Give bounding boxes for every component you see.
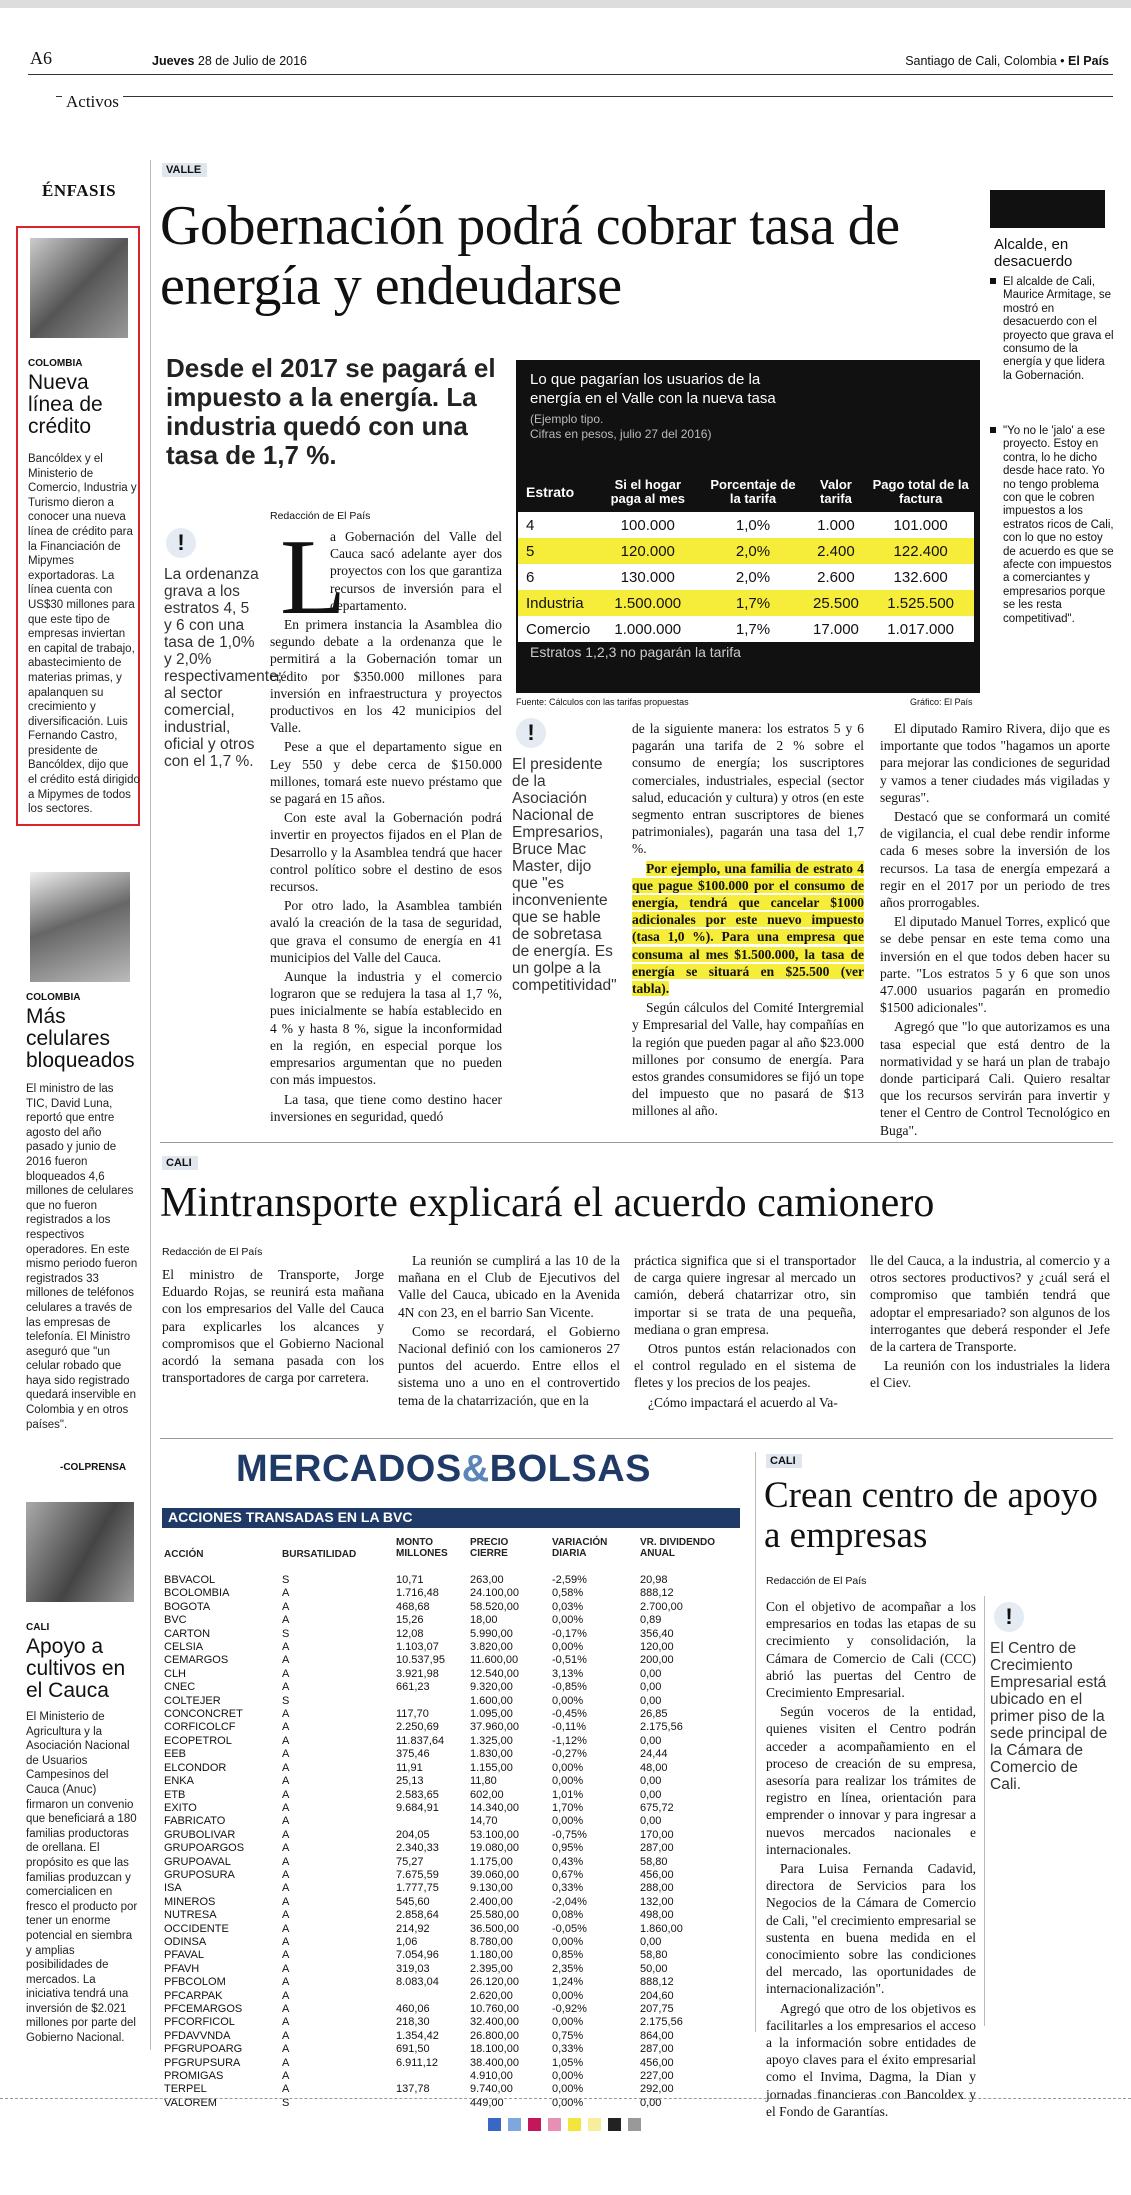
col-dividendo: VR. DIVIDENDO ANUAL [640, 1537, 716, 1559]
sidebar-headline-3: Apoyo a cultivos en el Cauca [26, 1635, 126, 1702]
markets-row: PFCEMARGOS A 460,06 10.760,00 -0,92% 207,75 [164, 2003, 674, 2015]
article-divider [160, 1438, 1113, 1439]
markets-row: CONCONCRET A 117,70 1.095,00 -0,45% 26,85 [164, 1708, 668, 1721]
article3-tag: CALI [766, 1454, 802, 1468]
article3-byline: Redacción de El País [766, 1575, 867, 1587]
markets-row: GRUBOLIVAR A 204,05 53.100,00 -0,75% 170,00 [164, 1828, 674, 1841]
markets-row: TERPEL A 137,78 9.740,00 0,00% 292,00 [164, 2083, 674, 2096]
table-row: 4 100.000 1,0% 1.000 101.000 [518, 512, 974, 538]
article3-headline: Crean centro de apoyo a empresas [764, 1475, 1098, 1556]
article1-byline: Redacción de El País [270, 510, 371, 522]
markets-row: EEB A 375,46 1.830,00 -0,27% 24,44 [164, 1748, 668, 1761]
markets-row: ELCONDOR A 11,91 1.155,00 0,00% 48,00 [164, 1761, 668, 1774]
section-name: Activos [62, 92, 123, 112]
article2-headline: Mintransporte explicará el acuerdo camionero [160, 1180, 935, 1226]
markets-title: MERCADOS&BOLSAS [236, 1448, 651, 1490]
sidebar-headline-2: Más celulares bloqueados [26, 1005, 135, 1072]
markets-row: GRUPOAVAL A 75,27 1.175,00 0,43% 58,80 [164, 1855, 668, 1868]
article2-byline: Redacción de El País [162, 1246, 263, 1258]
sidebar-kicker-1: COLOMBIA [28, 358, 83, 369]
article3-pullquote: El Centro de Crecimiento Empresarial está ubicado en el primer piso de la sede principal de la Cámara de Comercio de Cali. [990, 1640, 1108, 1793]
header-date: Jueves 28 de Julio de 2016 [152, 54, 308, 68]
table-title: Lo que pagarían los usuarios de la energía en el Valle con la nueva tasa [530, 371, 776, 407]
markets-row: BCOLOMBIA A 1.716,48 24.100,00 0,58% 888,12 [164, 1587, 674, 1600]
table-graphic-credit: Gráfico: El País [910, 697, 973, 707]
article2-col4: lle del Cauca, a la industria, al comercio y a otros sectores productivos? y ¿cuál será el compromiso que también tendrá que adoptar el empresariado? son algunos de los interrogantes que deberá responder el Jefe de la cartera de Transporte. La reunión con los industriales la lidera el Ciev. [870, 1253, 1110, 1391]
article1-col1: a Gobernación del Valle del Cauca sacó adelante ayer dos proyectos con los que garantiza recursos de inversión para el departamento. En primera instancia la Asamblea dio segundo debate a la ordenanza que le permitirá a la Gobernación tomar un crédito por $350.000 millones para inversión en infraestructura y proyectos productivos en los 42 municipios del Valle. Pese a que el departamento sigue en Ley 550 y debe cerca de $150.000 millones, tomará este nuevo préstamo que se pagará en 15 años. Con este aval la Gobernación podrá invertir en proyectos fijados en el Plan de Desarrollo y la Asamblea tendrá que hacer control político sobre el destino de esos recursos. Por otro lado, la Asamblea también avaló la creación de la tasa de seguridad, que grava el consumo de energía en 41 municipios del Valle del Cauca. Aunque la industria y el comercio lograron que se redujera la tasa al 1,7 %, pues inicialmente se había establecido en 4 % y hasta 8 %, sigue la inconformidad en la región, en especial porque los empresarios argumentan que no pueden con más impuestos. La tasa, que tiene como destino hacer inversiones en seguridad, quedó [270, 529, 502, 1124]
article3-body: Con el objetivo de acompañar a los empresarios en todas las etapas de su crecimiento y consolidación, la Cámara de Comercio de Cali (CCC) abrió las puertas del Centro de Crecimiento Empresarial. Según voceros de la entidad, quienes visiten el Centro podrán acceder a acompañamiento en el proceso de creación de su empresa, asesoría para realizar los trámites de registro en línea, orientación para emprender o innovar y para ingresar a nuevos mercados nacionales e internacionales. Para Luisa Fernanda Cadavid, directora de Servicios para los Negocios de la Cámara de Comercio de Cali, "el crecimiento empresarial se sustenta en buena medida en el conocimiento sobre las condiciones del mercado, las oportunidades de internacionalización". Agregó que otro de los objetivos es facilitarles a los empresarios el acceso a la información sobre entidades de apoyo claves para el éxito empresarial como el Invima, Dagma, la Dian y jornadas financieras con Bancoldex y el Fondo de Garantías. [766, 1599, 976, 2119]
markets-row: PFBCOLOM A 8.083,04 26.120,00 1,24% 888,12 [164, 1976, 674, 1989]
swatch-cyan [488, 2118, 501, 2131]
markets-row: FABRICATO A 14,70 0,00% 0,00 [164, 1815, 662, 1828]
markets-row: PROMIGAS A 4.910,00 0,00% 227,00 [164, 2070, 674, 2083]
section-rule [56, 96, 1113, 97]
column-divider [984, 1596, 985, 2026]
markets-row: ECOPETROL A 11.837,64 1.325,00 -1,12% 0,00 [164, 1734, 662, 1747]
markets-row: EXITO A 9.684,91 14.340,00 1,70% 675,72 [164, 1801, 674, 1814]
sidebar-body-3: El Ministerio de Agricultura y la Asociación Nacional de Usuarios Campesinos del Cauca (Anuc) firmaron un convenio que beneficiará a 180 familias productoras de orellana. El propósito es que las familias produzcan y comercialicen en fresco el producto por tener un enorme potencial en siembra y amplias posibilidades de mercados. La iniciativa tendrá una inversión de $2.021 millones por parte del Gobierno Nacional. [26, 1711, 138, 2045]
sidebar-title: ÉNFASIS [42, 181, 117, 200]
markets-row: ETB A 2.583,65 602,00 1,01% 0,00 [164, 1788, 662, 1801]
markets-row: PFCARPAK A 2.620,00 0,00% 204,60 [164, 1989, 674, 2002]
article1-pullquote-1: La ordenanza grava a los estratos 4, 5 y 6 con una tasa de 1,0% y 2,0% respectivamente; al sector comercial, industrial, oficial y otros con el 1,7 %. [164, 566, 283, 770]
markets-row: PFDAVVNDA A 1.354,42 26.800,00 0,75% 864,00 [164, 2029, 674, 2042]
markets-table [164, 1574, 700, 2110]
sidebar-credit: -COLPRENSA [60, 1462, 127, 1473]
swatch-light-cyan [508, 2118, 521, 2131]
table-footnote: Estratos 1,2,3 no pagarán la tarifa [530, 644, 741, 660]
exclamation-icon: ! [516, 718, 546, 748]
markets-row: BBVACOL S 10,71 263,00 -2,59% 20,98 [164, 1574, 668, 1586]
sidebar-kicker-3: CALI [26, 1622, 50, 1633]
bullet-icon [990, 427, 996, 433]
article2-col1: El ministro de Transporte, Jorge Eduardo Rojas, se reunirá esta mañana con los empresarios del Valle del Cauca para explicarles los alcances y compromisos que el Gobierno Nacional acordó la semana pasada con los transportadores de carga por carretera. [162, 1267, 384, 1386]
article2-col2: La reunión se cumplirá a las 10 de la mañana en el Club de Ejecutivos del Valle del Cauca, ubicado en la Avenida 4N con 23, en el barrio San Vicente. Como se recordará, el Gobierno Nacional definió con los camioneros 27 puntos del acuerdo. Entre ellos el sistema uno a uno en el controvertido tema de la chatarrización, que en la [398, 1253, 620, 1408]
exclamation-icon: ! [994, 1602, 1024, 1632]
swatch-light-magenta [548, 2118, 561, 2131]
sidebar-box-lead: El alcalde de Cali, Maurice Armitage, se mostró en desacuerdo con el proyecto que grava el consumo de la energía y que lidera la Gobernación. [1003, 276, 1114, 382]
header-rule [28, 74, 1113, 75]
article1-col3: El diputado Ramiro Rivera, dijo que es importante que todos "hagamos un aporte para mejorar las condiciones de seguridad y vamos a tener ciudades más vigiladas y seguras". Destacó que se conformará un comité de vigilancia, el cual debe rendir informe cada 6 meses sobre la inversión de los recursos. La tasa de energía empezará a regir en el 2017 por un periodo de tres años prorrogables. El diputado Manuel Torres, explicó que se debe pensar en este tema como una inversión en el que todos deben hacer su parte. "Los estratos 5 y 6 que son unos 47.000 usuarios pagarán en promedio $1500 adicionales". Agregó que "lo que autorizamos es una tasa especial que está dentro de la normatividad y se hará un plan de trabajo donde participará Cali. Quiero resaltar que los recursos servirán para invertir y tener el Centro de Control Tecnológico en Buga". [880, 721, 1110, 1138]
markets-row: ISA A 1.777,75 9.130,00 0,33% 288,00 [164, 1882, 674, 1895]
article2-tag: CALI [162, 1156, 198, 1170]
col-accion: ACCIÓN [164, 1549, 204, 1560]
markets-row: PFAVAL A 7.054,96 1.180,00 0,85% 58,80 [164, 1949, 668, 1962]
table-subtitle-2: Cifras en pesos, julio 27 del 2016) [530, 427, 712, 441]
swatch-light-yellow [588, 2118, 601, 2131]
credit-photo [30, 238, 128, 338]
markets-row: PFCORFICOL A 218,30 32.400,00 0,00% 2.175,56 [164, 2016, 683, 2029]
swatch-gray [628, 2118, 641, 2131]
markets-row: CEMARGOS A 10.537,95 11.600,00 -0,51% 200,00 [164, 1654, 674, 1667]
markets-row: GRUPOARGOS A 2.340,33 19.080,00 0,95% 287,00 [164, 1842, 674, 1855]
phones-photo [30, 872, 130, 982]
col-monto: MONTO MILLONES [396, 1537, 448, 1559]
header-location: Santiago de Cali, Colombia • El País [905, 54, 1109, 68]
swatch-magenta [528, 2118, 541, 2131]
markets-row: BOGOTA A 468,68 58.520,00 0,03% 2.700,00 [164, 1600, 683, 1613]
markets-row: MINEROS A 545,60 2.400,00 -2,04% 132,00 [164, 1895, 674, 1908]
footer-rule [0, 2098, 1131, 2099]
sidebar-kicker-2: COLOMBIA [26, 992, 81, 1003]
drop-cap: L [280, 518, 346, 637]
col-variacion: VARIACIÓN DIARIA [552, 1537, 608, 1559]
energy-table-header: Estrato Si el hogar paga al mes Porcentaje de la tarifa Valor tarifa Pago total de la factura [526, 477, 969, 506]
markets-row: COLTEJER S 1.600,00 0,00% 0,00 [164, 1694, 662, 1707]
sidebar-box-headline: Alcalde, en desacuerdo [994, 236, 1073, 270]
scan-edge [0, 0, 1131, 8]
article1-headline: Gobernación podrá cobrar tasa de energía y endeudarse [160, 195, 900, 317]
article2-col3: práctica significa que si el transportador de carga quiere ingresar al mercado un camión, deberá chatarrizar otro, sin importar si se trata de una pequeña, mediana o gran empresa. Otros puntos están relacionados con el control regulado en el sistema de fletes y los precios de los peajes. ¿Cómo impactará el acuerdo al Va- [634, 1253, 856, 1410]
markets-row: PFAVH A 319,03 2.395,00 2,35% 50,00 [164, 1962, 668, 1975]
markets-row: CNEC A 661,23 9.320,00 -0,85% 0,00 [164, 1681, 662, 1694]
sidebar-body-1: Bancóldex y el Ministerio de Comercio, Industria y Turismo dieron a conocer una nueva línea de crédito para la Financiación de Mipymes exportadoras. La línea cuenta con US$30 millones para que este tipo de empresas inviertan en capital de trabajo, abastecimiento de materias primas, y apalanquen su crecimiento y diversificación. Luis Fernando Castro, presidente de Bancóldex, dijo que el crédito está dirigido a Mipymes de todos los sectores. [28, 453, 140, 816]
markets-bar: ACCIONES TRANSADAS EN LA BVC [162, 1508, 740, 1528]
col-precio: PRECIO CIERRE [470, 1537, 509, 1559]
article1-tag: VALLE [162, 163, 207, 177]
article-divider [160, 1142, 1113, 1143]
sidebar-divider [150, 160, 151, 2050]
markets-row: BVC A 15,26 18,00 0,00% 0,89 [164, 1614, 662, 1627]
markets-row: GRUPOSURA A 7.675,59 39.060,00 0,67% 456,00 [164, 1868, 674, 1881]
bullet-icon [990, 278, 996, 284]
column-divider [755, 1452, 756, 2032]
swatch-black [608, 2118, 621, 2131]
swatch-yellow [568, 2118, 581, 2131]
table-row: Industria 1.500.000 1,7% 25.500 1.525.500 [518, 590, 974, 616]
energy-table [518, 472, 974, 642]
table-row: 6 130.000 2,0% 2.600 132.600 [518, 564, 974, 590]
color-registration-bar [488, 2118, 648, 2136]
markets-row: CELSIA A 1.103,07 3.820,00 0,00% 120,00 [164, 1641, 674, 1654]
crops-photo [26, 1502, 134, 1602]
markets-row: CARTON S 12,08 5.990,00 -0,17% 356,40 [164, 1627, 674, 1640]
markets-row: PFGRUPOARG A 691,50 18.100,00 0,33% 287,00 [164, 2043, 674, 2056]
sidebar-headline-1: Nueva línea de crédito [28, 371, 103, 438]
table-subtitle-1: (Ejemplo tipo. [530, 412, 604, 426]
col-bursatilidad: BURSATILIDAD [282, 1549, 357, 1560]
sidebar-box-bar [990, 190, 1105, 228]
article1-pullquote-2: El presidente de la Asociación Nacional de Empresarios, Bruce Mac Master, dijo que "es inconveniente que se hable de sobretasa de energía. Es un golpe a la competitividad" [512, 756, 617, 994]
markets-row: ENKA A 25,13 11,80 0,00% 0,00 [164, 1775, 662, 1788]
article1-col2: de la siguiente manera: los estratos 5 y 6 pagarán una tarifa de 2 % sobre el consumo de energía; los suscriptores comerciales, industriales, especial (sector salud, educación y cultura) y otros (en este segmento entran suscriptores de bienes patrimoniales), pagarán una tasa del 1,7 %. Por ejemplo, una familia de estrato 4 que pague $100.000 por el consumo de energía, tendrá que cancelar $1000 adicionales por este nuevo impuesto (tasa 1,0 %). Para una empresa que consuma al mes $1.500.000, la tasa de energía se situará en $25.500 (ver tabla). Según cálculos del Comité Intergremial y Empresarial del Valle, hay compañías en la región que pueden pagar al año $23.000 millones por consumo de energía. Para estos grandes consumidores se fijó un tope del impuesto que no pasará de $13 millones al año. [632, 721, 864, 1119]
article1-subhead: Desde el 2017 se pagará el impuesto a la energía. La industria quedó con una tasa de 1,7 %. [166, 353, 496, 470]
markets-row: NUTRESA A 2.858,64 25.580,00 0,08% 498,00 [164, 1909, 674, 1922]
energy-table-graphic [516, 360, 980, 693]
markets-row: OCCIDENTE A 214,92 36.500,00 -0,05% 1.860,00 [164, 1922, 683, 1935]
table-row: 5 120.000 2,0% 2.400 122.400 [518, 538, 974, 564]
markets-row: ODINSA A 1,06 8.780,00 0,00% 0,00 [164, 1935, 662, 1948]
markets-row: VALOREM S 449,00 0,00% 0,00 [164, 2096, 662, 2109]
markets-row: CORFICOLCF A 2.250,69 37.960,00 -0,11% 2.175,56 [164, 1721, 683, 1734]
sidebar-body-2: El ministro de las TIC, David Luna, reportó que entre agosto del año pasado y junio de 2016 fueron bloqueados 4,6 millones de celulares que no fueron registrados a los respectivos operadores. En este mismo periodo fueron registrados 33 millones de teléfonos celulares a través de las empresas de telefonía. El Ministro aseguró que "un celular robado que haya sido registrado quedará inservible en Colombia y en otros países". [26, 1083, 138, 1431]
exclamation-icon: ! [166, 528, 196, 558]
table-row: Comercio 1.000.000 1,7% 17.000 1.017.000 [518, 616, 974, 642]
markets-row: CLH A 3.921,98 12.540,00 3,13% 0,00 [164, 1667, 662, 1680]
page-number: A6 [30, 48, 52, 68]
table-source: Fuente: Cálculos con las tarifas propuestas [516, 697, 689, 707]
markets-row: PFGRUPSURA A 6.911,12 38.400,00 1,05% 456,00 [164, 2056, 674, 2069]
sidebar-box-quote: "Yo no le 'jalo' a ese proyecto. Estoy en contra, lo he dicho desde hace rato. Yo no tengo problema con que le cobren impuestos a los estratos ricos de Cali, con lo que no estoy de acuerdo es que se afecte con impuestos a comerciantes y empresarios porque se les resta competitivad". [1003, 425, 1114, 625]
